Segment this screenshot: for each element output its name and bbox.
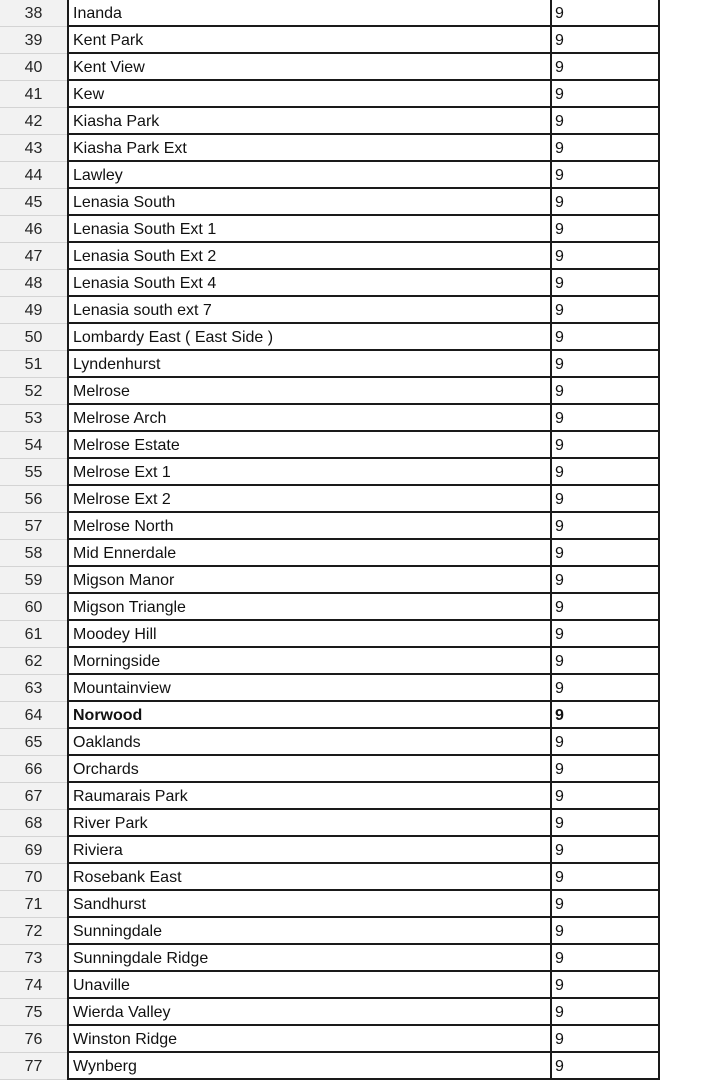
row-number[interactable]: 38 bbox=[0, 0, 67, 27]
row-number[interactable]: 41 bbox=[0, 81, 67, 108]
suburb-name-cell[interactable]: Wynberg bbox=[67, 1053, 550, 1080]
value-cell[interactable]: 9 bbox=[550, 135, 660, 162]
table-row[interactable] bbox=[0, 864, 720, 891]
row-number[interactable]: 64 bbox=[0, 702, 67, 729]
value-cell[interactable]: 9 bbox=[550, 702, 660, 729]
value-cell[interactable]: 9 bbox=[550, 540, 660, 567]
row-number[interactable]: 60 bbox=[0, 594, 67, 621]
suburb-name-cell[interactable]: Lawley bbox=[67, 162, 550, 189]
row-number[interactable]: 55 bbox=[0, 459, 67, 486]
row-number[interactable]: 59 bbox=[0, 567, 67, 594]
suburb-name-cell[interactable]: Lenasia South bbox=[67, 189, 550, 216]
table-row[interactable] bbox=[0, 1026, 720, 1053]
value-cell[interactable]: 9 bbox=[550, 189, 660, 216]
row-number[interactable]: 61 bbox=[0, 621, 67, 648]
table-row[interactable] bbox=[0, 297, 720, 324]
row-number[interactable]: 53 bbox=[0, 405, 67, 432]
suburb-name-cell[interactable]: Wierda Valley bbox=[67, 999, 550, 1026]
value-cell[interactable]: 9 bbox=[550, 648, 660, 675]
row-number[interactable]: 46 bbox=[0, 216, 67, 243]
value-cell[interactable]: 9 bbox=[550, 351, 660, 378]
table-row[interactable] bbox=[0, 81, 720, 108]
table-row[interactable] bbox=[0, 324, 720, 351]
value-cell[interactable]: 9 bbox=[550, 378, 660, 405]
value-cell[interactable]: 9 bbox=[550, 459, 660, 486]
suburb-name-cell[interactable]: Kew bbox=[67, 81, 550, 108]
suburb-name-cell[interactable]: Melrose Ext 1 bbox=[67, 459, 550, 486]
suburb-name-cell[interactable]: Lenasia South Ext 4 bbox=[67, 270, 550, 297]
table-row[interactable] bbox=[0, 567, 720, 594]
table-row[interactable] bbox=[0, 945, 720, 972]
suburb-name-cell[interactable]: Lenasia South Ext 2 bbox=[67, 243, 550, 270]
suburb-name-cell[interactable]: Unaville bbox=[67, 972, 550, 999]
suburb-name-cell[interactable]: Moodey Hill bbox=[67, 621, 550, 648]
empty-column-area bbox=[660, 0, 720, 1083]
table-row[interactable] bbox=[0, 459, 720, 486]
row-number[interactable]: 68 bbox=[0, 810, 67, 837]
value-cell[interactable]: 9 bbox=[550, 999, 660, 1026]
value-cell[interactable]: 9 bbox=[550, 162, 660, 189]
row-number[interactable]: 65 bbox=[0, 729, 67, 756]
row-number[interactable]: 70 bbox=[0, 864, 67, 891]
suburb-name-cell[interactable]: Sunningdale Ridge bbox=[67, 945, 550, 972]
table-row[interactable] bbox=[0, 891, 720, 918]
value-cell[interactable]: 9 bbox=[550, 945, 660, 972]
row-number[interactable]: 71 bbox=[0, 891, 67, 918]
table-row[interactable] bbox=[0, 540, 720, 567]
row-number[interactable]: 49 bbox=[0, 297, 67, 324]
table-row[interactable] bbox=[0, 243, 720, 270]
table-row[interactable] bbox=[0, 621, 720, 648]
table-row[interactable] bbox=[0, 918, 720, 945]
suburb-name-cell[interactable]: Migson Triangle bbox=[67, 594, 550, 621]
value-cell[interactable]: 9 bbox=[550, 864, 660, 891]
suburb-name-cell[interactable]: Melrose Estate bbox=[67, 432, 550, 459]
table-row[interactable] bbox=[0, 1053, 720, 1080]
suburb-name-cell[interactable]: Rosebank East bbox=[67, 864, 550, 891]
suburb-name-cell[interactable]: Riviera bbox=[67, 837, 550, 864]
suburb-name-cell[interactable]: Melrose Arch bbox=[67, 405, 550, 432]
suburb-name-cell[interactable]: Lombardy East ( East Side ) bbox=[67, 324, 550, 351]
row-number[interactable]: 50 bbox=[0, 324, 67, 351]
row-number[interactable]: 39 bbox=[0, 27, 67, 54]
row-number[interactable]: 44 bbox=[0, 162, 67, 189]
value-cell[interactable]: 9 bbox=[550, 513, 660, 540]
suburb-name-cell[interactable]: Lenasia South Ext 1 bbox=[67, 216, 550, 243]
value-cell[interactable]: 9 bbox=[550, 1053, 660, 1080]
suburb-name-cell[interactable]: Migson Manor bbox=[67, 567, 550, 594]
value-cell[interactable]: 9 bbox=[550, 216, 660, 243]
suburb-name-cell[interactable]: Melrose bbox=[67, 378, 550, 405]
value-cell[interactable]: 9 bbox=[550, 0, 660, 27]
value-cell[interactable]: 9 bbox=[550, 567, 660, 594]
suburb-name-cell[interactable]: Mid Ennerdale bbox=[67, 540, 550, 567]
value-cell[interactable]: 9 bbox=[550, 621, 660, 648]
table-row[interactable] bbox=[0, 270, 720, 297]
row-number[interactable]: 47 bbox=[0, 243, 67, 270]
row-number[interactable]: 52 bbox=[0, 378, 67, 405]
value-cell[interactable]: 9 bbox=[550, 783, 660, 810]
table-row[interactable] bbox=[0, 351, 720, 378]
suburb-name-cell[interactable]: Oaklands bbox=[67, 729, 550, 756]
value-cell[interactable]: 9 bbox=[550, 405, 660, 432]
table-row[interactable] bbox=[0, 810, 720, 837]
row-number[interactable]: 45 bbox=[0, 189, 67, 216]
table-row[interactable] bbox=[0, 702, 720, 729]
value-cell[interactable]: 9 bbox=[550, 297, 660, 324]
table-row[interactable] bbox=[0, 783, 720, 810]
row-number[interactable]: 54 bbox=[0, 432, 67, 459]
table-row[interactable] bbox=[0, 486, 720, 513]
row-number[interactable]: 66 bbox=[0, 756, 67, 783]
table-row[interactable] bbox=[0, 108, 720, 135]
value-cell[interactable]: 9 bbox=[550, 918, 660, 945]
row-number[interactable]: 40 bbox=[0, 54, 67, 81]
value-cell[interactable]: 9 bbox=[550, 729, 660, 756]
table-row[interactable] bbox=[0, 27, 720, 54]
table-row[interactable] bbox=[0, 729, 720, 756]
table-row[interactable] bbox=[0, 675, 720, 702]
row-number[interactable]: 72 bbox=[0, 918, 67, 945]
suburb-name-cell[interactable]: Norwood bbox=[67, 702, 550, 729]
suburb-name-cell[interactable]: Inanda bbox=[67, 0, 550, 27]
table-row[interactable] bbox=[0, 405, 720, 432]
table-row[interactable] bbox=[0, 378, 720, 405]
table-row[interactable] bbox=[0, 999, 720, 1026]
suburb-name-cell[interactable]: Kiasha Park bbox=[67, 108, 550, 135]
value-cell[interactable]: 9 bbox=[550, 324, 660, 351]
row-number[interactable]: 75 bbox=[0, 999, 67, 1026]
value-cell[interactable]: 9 bbox=[550, 810, 660, 837]
suburb-name-cell[interactable]: Winston Ridge bbox=[67, 1026, 550, 1053]
value-cell[interactable]: 9 bbox=[550, 486, 660, 513]
suburb-name-cell[interactable]: Sandhurst bbox=[67, 891, 550, 918]
table-row[interactable] bbox=[0, 162, 720, 189]
table-row[interactable] bbox=[0, 594, 720, 621]
row-number[interactable]: 73 bbox=[0, 945, 67, 972]
value-cell[interactable]: 9 bbox=[550, 270, 660, 297]
row-number[interactable]: 48 bbox=[0, 270, 67, 297]
value-cell[interactable]: 9 bbox=[550, 594, 660, 621]
value-cell[interactable]: 9 bbox=[550, 54, 660, 81]
table-row[interactable] bbox=[0, 135, 720, 162]
table-row[interactable] bbox=[0, 54, 720, 81]
suburb-name-cell[interactable]: Kent Park bbox=[67, 27, 550, 54]
table-row[interactable] bbox=[0, 432, 720, 459]
suburb-name-cell[interactable]: River Park bbox=[67, 810, 550, 837]
suburb-name-cell[interactable]: Melrose North bbox=[67, 513, 550, 540]
row-number[interactable]: 57 bbox=[0, 513, 67, 540]
suburb-name-cell[interactable]: Lyndenhurst bbox=[67, 351, 550, 378]
value-cell[interactable]: 9 bbox=[550, 27, 660, 54]
table-row[interactable] bbox=[0, 648, 720, 675]
value-cell[interactable]: 9 bbox=[550, 756, 660, 783]
value-cell[interactable]: 9 bbox=[550, 243, 660, 270]
row-number[interactable]: 69 bbox=[0, 837, 67, 864]
suburb-name-cell[interactable]: Morningside bbox=[67, 648, 550, 675]
value-cell[interactable]: 9 bbox=[550, 837, 660, 864]
row-number[interactable]: 63 bbox=[0, 675, 67, 702]
table-row[interactable] bbox=[0, 189, 720, 216]
suburb-name-cell[interactable]: Melrose Ext 2 bbox=[67, 486, 550, 513]
value-cell[interactable]: 9 bbox=[550, 891, 660, 918]
suburb-name-cell[interactable]: Mountainview bbox=[67, 675, 550, 702]
row-number[interactable]: 77 bbox=[0, 1053, 67, 1080]
table-row[interactable] bbox=[0, 756, 720, 783]
suburb-name-cell[interactable]: Lenasia south ext 7 bbox=[67, 297, 550, 324]
row-number[interactable]: 58 bbox=[0, 540, 67, 567]
value-cell[interactable]: 9 bbox=[550, 675, 660, 702]
table-row[interactable] bbox=[0, 972, 720, 999]
table-row[interactable] bbox=[0, 216, 720, 243]
row-number[interactable]: 74 bbox=[0, 972, 67, 999]
row-number[interactable]: 51 bbox=[0, 351, 67, 378]
table-row[interactable] bbox=[0, 513, 720, 540]
suburb-name-cell[interactable]: Sunningdale bbox=[67, 918, 550, 945]
suburb-name-cell[interactable]: Kiasha Park Ext bbox=[67, 135, 550, 162]
value-cell[interactable]: 9 bbox=[550, 81, 660, 108]
row-number[interactable]: 56 bbox=[0, 486, 67, 513]
suburb-name-cell[interactable]: Orchards bbox=[67, 756, 550, 783]
suburb-name-cell[interactable]: Raumarais Park bbox=[67, 783, 550, 810]
value-cell[interactable]: 9 bbox=[550, 972, 660, 999]
row-number[interactable]: 43 bbox=[0, 135, 67, 162]
row-number[interactable]: 62 bbox=[0, 648, 67, 675]
row-number[interactable]: 42 bbox=[0, 108, 67, 135]
row-number[interactable]: 67 bbox=[0, 783, 67, 810]
value-cell[interactable]: 9 bbox=[550, 432, 660, 459]
table-row[interactable] bbox=[0, 837, 720, 864]
row-number[interactable]: 76 bbox=[0, 1026, 67, 1053]
value-cell[interactable]: 9 bbox=[550, 1026, 660, 1053]
value-cell[interactable]: 9 bbox=[550, 108, 660, 135]
table-row[interactable] bbox=[0, 0, 720, 27]
suburb-name-cell[interactable]: Kent View bbox=[67, 54, 550, 81]
